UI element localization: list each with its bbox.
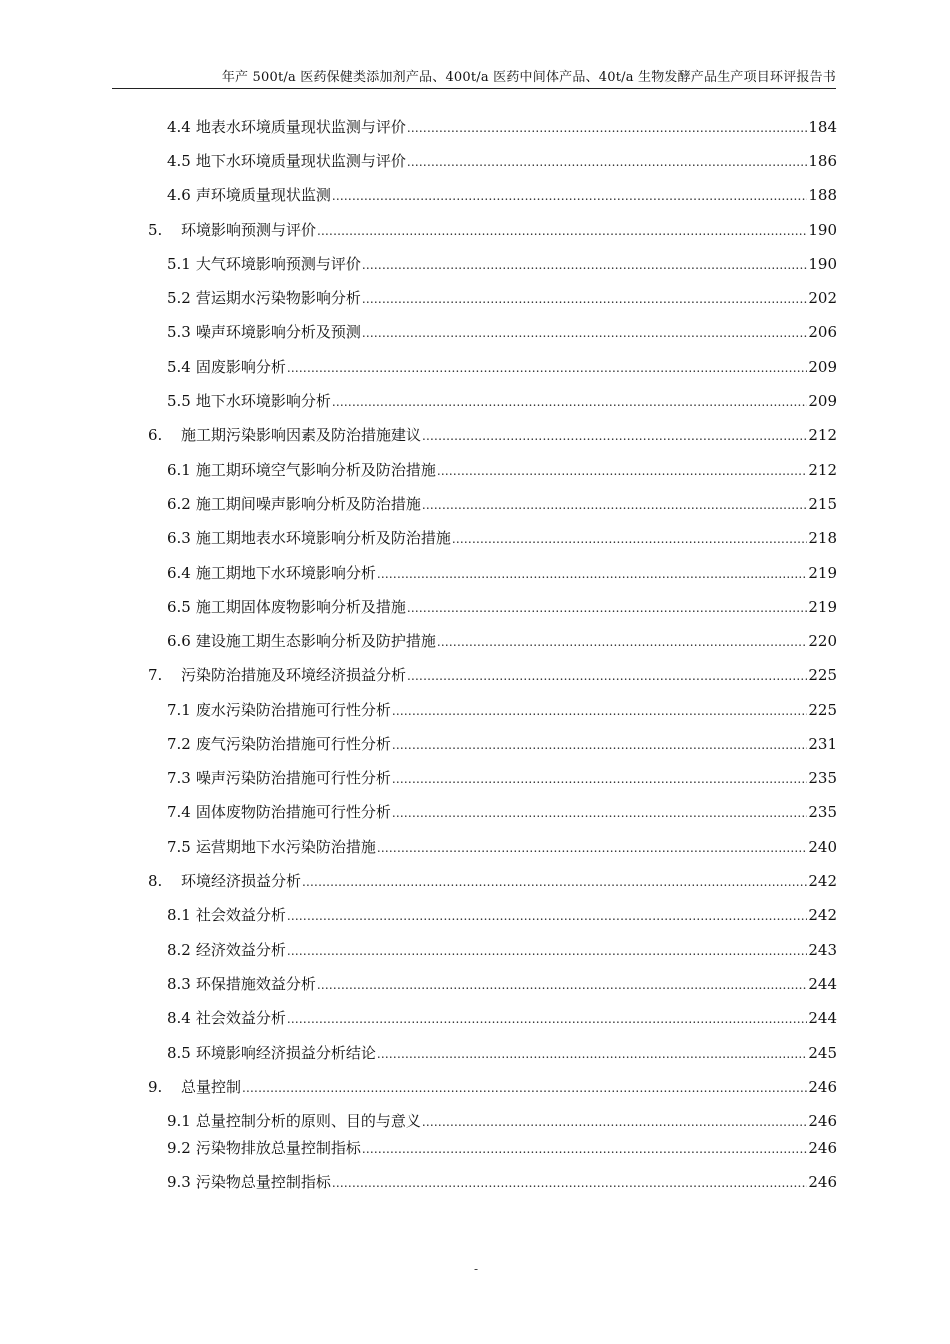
toc-entry-page-number: 225: [808, 666, 837, 684]
toc-dot-leader: [422, 425, 807, 447]
toc-entry-page-number: 242: [808, 906, 837, 924]
toc-dot-leader: [407, 665, 807, 687]
toc-entry[interactable]: [167, 562, 837, 584]
toc-entry-title: 总量控制分析的原则、目的与意义: [195, 1112, 421, 1130]
toc-entry-title: 废气污染防治措施可行性分析: [195, 735, 391, 753]
page-footer-mark: -: [474, 1262, 479, 1276]
toc-dot-leader: [332, 391, 807, 413]
toc-dot-leader: [422, 1111, 807, 1133]
toc-entry-page-number: 245: [808, 1044, 837, 1062]
toc-dot-leader: [377, 563, 807, 585]
toc-entry-number: 8.1: [167, 906, 191, 924]
toc-entry-page-number: 184: [808, 118, 837, 136]
toc-dot-leader: [287, 940, 807, 962]
toc-entry-page-number: 235: [808, 803, 837, 821]
toc-entry-title: 地下水环境影响分析: [195, 392, 331, 410]
toc-entry-page-number: 243: [808, 941, 837, 959]
toc-entry-page-number: 235: [808, 769, 837, 787]
toc-entry-page-number: 209: [808, 358, 837, 376]
toc-dot-leader: [287, 905, 807, 927]
toc-entry[interactable]: [167, 939, 837, 961]
toc-entry-number: 8.3: [167, 975, 191, 993]
toc-entry-title: 经济效益分析: [195, 941, 286, 959]
toc-entry-number: 4.5: [167, 152, 191, 170]
toc-entry[interactable]: [167, 184, 837, 206]
toc-dot-leader: [422, 494, 807, 516]
toc-entry-title: 固体废物防治措施可行性分析: [195, 803, 391, 821]
toc-entry[interactable]: [167, 596, 837, 618]
toc-entry[interactable]: [148, 424, 837, 446]
toc-dot-leader: [332, 1172, 807, 1194]
toc-dot-leader: [362, 254, 807, 276]
toc-entry-page-number: 246: [808, 1078, 837, 1096]
toc-entry-title: 社会效益分析: [195, 906, 286, 924]
toc-dot-leader: [452, 528, 807, 550]
toc-entry[interactable]: [167, 253, 837, 275]
toc-dot-leader: [242, 1077, 807, 1099]
toc-entry-number: 9.3: [167, 1173, 191, 1191]
toc-entry-number: 6.5: [167, 598, 191, 616]
toc-dot-leader: [287, 1008, 807, 1030]
toc-entry[interactable]: [167, 1007, 837, 1029]
toc-entry-page-number: 190: [808, 221, 837, 239]
toc-entry-number: 5.5: [167, 392, 191, 410]
toc-entry-number: 6.4: [167, 564, 191, 582]
toc-entry-title: 地下水环境质量现状监测与评价: [195, 152, 406, 170]
toc-entry-title: 建设施工期生态影响分析及防护措施: [195, 632, 436, 650]
toc-entry[interactable]: [167, 836, 837, 858]
toc-entry-page-number: 244: [808, 1009, 837, 1027]
toc-entry-title: 污染物排放总量控制指标: [195, 1139, 361, 1157]
toc-entry-number: 6.3: [167, 529, 191, 547]
toc-entry-title: 废水污染防治措施可行性分析: [195, 701, 391, 719]
toc-entry[interactable]: [167, 287, 837, 309]
toc-entry-page-number: 246: [808, 1173, 837, 1191]
toc-entry-number: 9.: [148, 1078, 163, 1096]
toc-dot-leader: [437, 631, 807, 653]
toc-entry[interactable]: [167, 1110, 837, 1132]
toc-dot-leader: [377, 1043, 807, 1065]
toc-dot-leader: [287, 357, 807, 379]
toc-entry-title: 施工期固体废物影响分析及措施: [195, 598, 406, 616]
toc-entry-title: 噪声环境影响分析及预测: [195, 323, 361, 341]
toc-entry-number: 8.: [148, 872, 163, 890]
toc-entry-page-number: 212: [808, 426, 837, 444]
toc-entry-page-number: 246: [808, 1112, 837, 1130]
toc-entry-number: 6.: [148, 426, 163, 444]
toc-entry[interactable]: [167, 699, 837, 721]
toc-entry-number: 7.: [148, 666, 163, 684]
toc-entry[interactable]: [167, 630, 837, 652]
toc-entry-page-number: 206: [808, 323, 837, 341]
toc-entry-page-number: 219: [808, 564, 837, 582]
toc-entry-number: 6.2: [167, 495, 191, 513]
toc-dot-leader: [377, 837, 807, 859]
toc-entry-page-number: 244: [808, 975, 837, 993]
toc-entry-number: 9.2: [167, 1139, 191, 1157]
toc-entry-number: 7.4: [167, 803, 191, 821]
toc-entry[interactable]: [148, 870, 837, 892]
page-header: 年产 500t/a 医药保健类添加剂产品、400t/a 医药中间体产品、40t/a 生物发酵产品生产项目环评报告书: [221, 70, 836, 85]
toc-entry-title: 营运期水污染物影响分析: [195, 289, 361, 307]
toc-entry-number: 5.4: [167, 358, 191, 376]
toc-entry-title: 环境经济损益分析: [181, 872, 302, 890]
toc-entry-title: 环境影响预测与评价: [181, 221, 317, 239]
toc-entry-number: 4.4: [167, 118, 191, 136]
toc-entry[interactable]: [167, 767, 837, 789]
toc-entry-page-number: 215: [808, 495, 837, 513]
toc-entry-number: 4.6: [167, 186, 191, 204]
toc-entry-title: 污染防治措施及环境经济损益分析: [181, 666, 407, 684]
toc-entry-number: 8.2: [167, 941, 191, 959]
toc-entry-number: 5.: [148, 221, 163, 239]
toc-entry[interactable]: [167, 321, 837, 343]
toc-entry-page-number: 209: [808, 392, 837, 410]
toc-entry-number: 7.5: [167, 838, 191, 856]
toc-entry-page-number: 218: [808, 529, 837, 547]
toc-entry[interactable]: [148, 664, 837, 686]
toc-entry[interactable]: [167, 1137, 837, 1159]
toc-entry-title: 施工期地表水环境影响分析及防治措施: [195, 529, 451, 547]
toc-entry-number: 8.5: [167, 1044, 191, 1062]
toc-entry-title: 施工期污染影响因素及防治措施建议: [181, 426, 422, 444]
toc-entry[interactable]: [167, 459, 837, 481]
toc-entry[interactable]: [167, 390, 837, 412]
toc-entry[interactable]: [167, 116, 837, 138]
toc-dot-leader: [392, 802, 807, 824]
toc-entry-number: 7.3: [167, 769, 191, 787]
toc-entry-page-number: 219: [808, 598, 837, 616]
toc-entry[interactable]: [167, 493, 837, 515]
toc-entry-title: 施工期地下水环境影响分析: [195, 564, 376, 582]
toc-entry-title: 总量控制: [181, 1078, 242, 1096]
toc-entry-number: 7.2: [167, 735, 191, 753]
toc-dot-leader: [332, 185, 807, 207]
toc-entry-number: 5.3: [167, 323, 191, 341]
toc-entry-page-number: 242: [808, 872, 837, 890]
toc-dot-leader: [362, 322, 807, 344]
toc-entry-title: 声环境质量现状监测: [195, 186, 331, 204]
toc-entry-number: 6.1: [167, 461, 191, 479]
toc-entry-number: 6.6: [167, 632, 191, 650]
toc-entry-page-number: 225: [808, 701, 837, 719]
toc-entry-page-number: 220: [808, 632, 837, 650]
toc-entry[interactable]: [167, 527, 837, 549]
toc-dot-leader: [407, 597, 807, 619]
toc-dot-leader: [362, 288, 807, 310]
toc-entry-page-number: 212: [808, 461, 837, 479]
toc-entry-title: 噪声污染防治措施可行性分析: [195, 769, 391, 787]
toc-entry-title: 施工期间噪声影响分析及防治措施: [195, 495, 421, 513]
toc-dot-leader: [392, 700, 807, 722]
toc-entry-page-number: 190: [808, 255, 837, 273]
toc-entry-page-number: 231: [808, 735, 837, 753]
toc-entry-title: 施工期环境空气影响分析及防治措施: [195, 461, 436, 479]
toc-entry[interactable]: [148, 1076, 837, 1098]
toc-entry-page-number: 246: [808, 1139, 837, 1157]
toc-entry-title: 大气环境影响预测与评价: [195, 255, 361, 273]
toc-entry-page-number: 186: [808, 152, 837, 170]
toc-entry-page-number: 202: [808, 289, 837, 307]
toc-entry-number: 7.1: [167, 701, 191, 719]
toc-dot-leader: [302, 871, 807, 893]
toc-entry[interactable]: [148, 219, 837, 241]
toc-entry-number: 9.1: [167, 1112, 191, 1130]
toc-entry[interactable]: [167, 801, 837, 823]
toc-entry-title: 环境影响经济损益分析结论: [195, 1044, 376, 1062]
toc-dot-leader: [317, 974, 807, 996]
toc-entry[interactable]: [167, 150, 837, 172]
toc-entry[interactable]: [167, 733, 837, 755]
toc-entry-page-number: 240: [808, 838, 837, 856]
toc-dot-leader: [437, 460, 807, 482]
toc-entry-page-number: 188: [808, 186, 837, 204]
header-divider: [112, 88, 836, 89]
toc-entry[interactable]: [167, 1042, 837, 1064]
toc-entry-title: 环保措施效益分析: [195, 975, 316, 993]
toc-dot-leader: [392, 734, 807, 756]
toc-dot-leader: [317, 220, 807, 242]
toc-entry-title: 地表水环境质量现状监测与评价: [195, 118, 406, 136]
toc-dot-leader: [407, 117, 807, 139]
toc-entry-title: 污染物总量控制指标: [195, 1173, 331, 1191]
toc-entry-number: 5.2: [167, 289, 191, 307]
toc-entry[interactable]: [167, 973, 837, 995]
toc-entry[interactable]: [167, 356, 837, 378]
toc-entry[interactable]: [167, 904, 837, 926]
toc-entry-number: 5.1: [167, 255, 191, 273]
toc-entry-number: 8.4: [167, 1009, 191, 1027]
toc-entry-title: 运营期地下水污染防治措施: [195, 838, 376, 856]
toc-entry[interactable]: [167, 1171, 837, 1193]
toc-dot-leader: [407, 151, 807, 173]
toc-dot-leader: [362, 1138, 807, 1160]
toc-entry-title: 固废影响分析: [195, 358, 286, 376]
toc-dot-leader: [392, 768, 807, 790]
toc-entry-title: 社会效益分析: [195, 1009, 286, 1027]
